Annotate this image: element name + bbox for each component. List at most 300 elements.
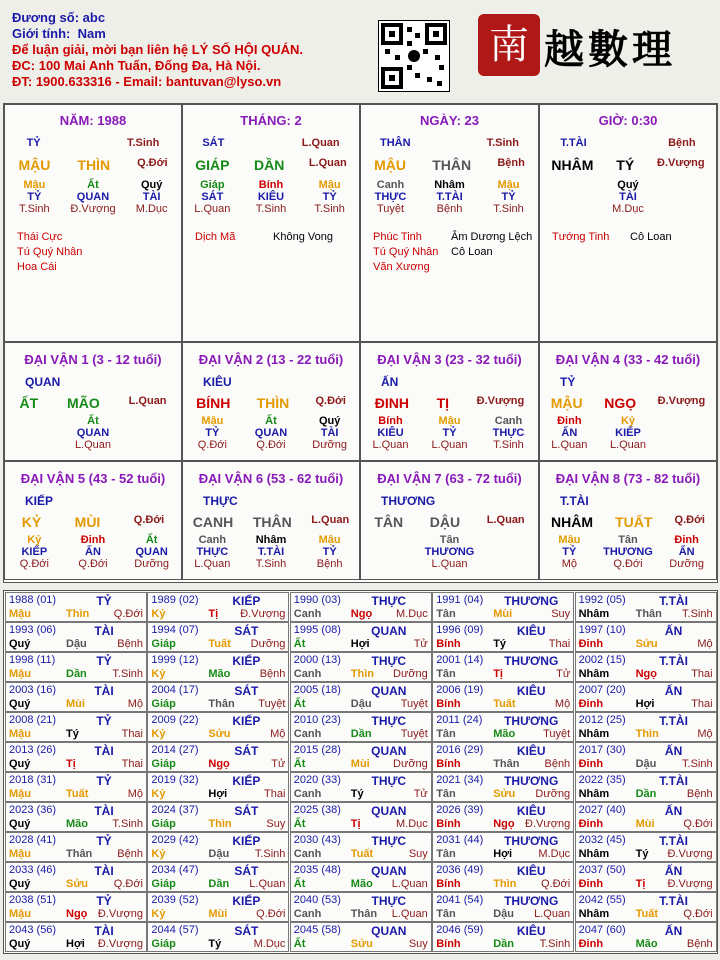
year-branch: Mùi bbox=[208, 908, 228, 920]
year-branch: Tý bbox=[208, 938, 222, 950]
contact-line: Để luận giải, mời bạn liên hệ LÝ SỐ HỘI QUÁN. bbox=[12, 42, 303, 57]
hidden-stem bbox=[9, 179, 59, 215]
year-god: THỰC bbox=[371, 714, 407, 728]
year-cell bbox=[147, 682, 289, 712]
year-branch: Dần bbox=[493, 938, 514, 950]
heavenly-stem: KỶ bbox=[21, 514, 42, 530]
year-god: KIÊU bbox=[516, 864, 546, 878]
year-cell bbox=[5, 622, 147, 652]
year-stem: Đinh bbox=[578, 938, 604, 950]
year-stage: Q.Đới bbox=[113, 608, 143, 620]
year-stem: Quý bbox=[9, 758, 31, 770]
pillar-3 bbox=[539, 104, 717, 342]
hidden-stem bbox=[484, 534, 534, 570]
hidden-stem-god: TÀI bbox=[619, 191, 637, 203]
year-label: 2005 (18) bbox=[293, 684, 341, 696]
hidden-stem bbox=[127, 534, 177, 570]
year-stem: Nhâm bbox=[578, 788, 610, 800]
heavenly-stem: CANH bbox=[192, 514, 234, 530]
year-label: 2021 (34) bbox=[436, 774, 484, 786]
can-stage: T.Sinh bbox=[126, 137, 160, 149]
year-god: T.TÀI bbox=[659, 834, 688, 848]
year-god: T.TÀI bbox=[659, 774, 688, 788]
year-cell bbox=[147, 742, 289, 772]
dai-van-god: QUAN bbox=[25, 375, 61, 389]
year-cell bbox=[5, 862, 147, 892]
year-branch: Sửu bbox=[66, 878, 89, 890]
year-stage: Bệnh bbox=[259, 668, 286, 680]
year-cell bbox=[575, 832, 717, 862]
hidden-stem bbox=[484, 415, 534, 451]
year-branch: Tý bbox=[493, 638, 507, 650]
year-cell bbox=[147, 802, 289, 832]
year-stem: Mậu bbox=[9, 608, 31, 620]
year-stage: Thai bbox=[548, 638, 571, 650]
year-stage: Đ.Vượng bbox=[97, 938, 143, 950]
dai-van-7 bbox=[360, 461, 539, 580]
star-left: Tú Quý Nhân bbox=[373, 246, 439, 258]
year-stem: Canh bbox=[293, 788, 322, 800]
hidden-stem-stage: Q.Đới bbox=[613, 558, 643, 570]
pillar-2 bbox=[360, 104, 539, 342]
year-cell bbox=[290, 712, 432, 742]
hidden-stem-name: Bính bbox=[378, 415, 403, 427]
duong-so-label: Đương số: bbox=[12, 10, 80, 25]
hidden-stem-god: TỶ bbox=[501, 191, 516, 203]
qr-code-icon bbox=[378, 20, 450, 92]
hidden-stem-name: Đinh bbox=[557, 415, 582, 427]
earthly-branch: DẬU bbox=[429, 514, 461, 530]
year-branch: Ngọ bbox=[493, 818, 515, 830]
hidden-stem-stage: L.Quan bbox=[551, 439, 588, 451]
year-branch: Tý bbox=[350, 788, 364, 800]
year-cell bbox=[575, 652, 717, 682]
pillar-main-row bbox=[361, 157, 538, 173]
year-stage: Bệnh bbox=[117, 848, 143, 860]
year-god: THỰC bbox=[371, 654, 407, 668]
year-branch: Mùi bbox=[66, 698, 85, 710]
year-stage: T.Sinh bbox=[682, 608, 713, 620]
year-label: 2025 (38) bbox=[293, 804, 341, 816]
year-label: 2015 (28) bbox=[293, 744, 341, 756]
year-stage: Mộ bbox=[127, 698, 143, 710]
year-stem: Đinh bbox=[578, 878, 604, 890]
year-cell bbox=[5, 922, 147, 952]
hidden-stem bbox=[305, 415, 355, 451]
year-stage: M.Dục bbox=[253, 938, 286, 950]
hidden-stem bbox=[544, 534, 594, 570]
year-god: T.TÀI bbox=[659, 894, 688, 908]
year-cell bbox=[147, 922, 289, 952]
year-branch: Ngọ bbox=[208, 758, 230, 770]
year-cell bbox=[432, 592, 574, 622]
year-cell bbox=[147, 652, 289, 682]
year-branch: Dậu bbox=[493, 908, 514, 920]
year-cell bbox=[432, 622, 574, 652]
year-stage: Suy bbox=[551, 608, 571, 620]
pillar-gods-row bbox=[540, 137, 716, 149]
year-stem: Canh bbox=[293, 908, 322, 920]
year-stem: Ất bbox=[293, 698, 306, 710]
year-stage: Mộ bbox=[697, 638, 713, 650]
year-label: 2016 (29) bbox=[436, 744, 484, 756]
hidden-stem-stage: Đ.Vượng bbox=[70, 203, 116, 215]
earthly-branch: THÌN bbox=[256, 395, 290, 411]
year-cell bbox=[575, 802, 717, 832]
year-cell bbox=[432, 832, 574, 862]
year-branch: Dậu bbox=[635, 758, 657, 770]
year-label: 1991 (04) bbox=[436, 594, 484, 606]
year-cell bbox=[290, 592, 432, 622]
year-god: T.TÀI bbox=[659, 654, 688, 668]
year-cell bbox=[290, 742, 432, 772]
year-stage: Thai bbox=[691, 668, 713, 680]
hidden-stem-god: THỰC bbox=[374, 191, 407, 203]
year-stage: Đ.Vượng bbox=[97, 908, 143, 920]
hidden-stem-name: Bính bbox=[258, 179, 284, 191]
year-stage: Mộ bbox=[127, 788, 143, 800]
year-branch: Mùi bbox=[493, 608, 513, 620]
phone-email-line: ĐT: 1900.633316 - Email: bantuvan@lyso.vn bbox=[12, 74, 282, 89]
year-stem: Giáp bbox=[151, 938, 176, 950]
year-god: THỰC bbox=[371, 894, 407, 908]
branch-stage: Bệnh bbox=[497, 157, 525, 169]
dai-van-hidden bbox=[361, 415, 538, 451]
year-cell bbox=[575, 682, 717, 712]
hidden-stem-name: Ất bbox=[145, 534, 158, 546]
year-god: THƯƠNG bbox=[504, 654, 559, 668]
year-label: 1997 (10) bbox=[578, 624, 626, 636]
hidden-stem-stage: T.Sinh bbox=[314, 203, 345, 215]
year-stem: Tân bbox=[436, 788, 456, 800]
year-label: 2044 (57) bbox=[151, 924, 199, 936]
hidden-stem bbox=[366, 534, 416, 570]
star-right: Âm Dương Lệch bbox=[451, 231, 533, 243]
hidden-stem-name: Kỷ bbox=[27, 534, 42, 546]
year-stage: Q.Đới bbox=[683, 818, 713, 830]
year-label: 2011 (24) bbox=[436, 714, 483, 726]
year-stem: Bính bbox=[436, 638, 461, 650]
logo-seal: 南 bbox=[478, 14, 540, 76]
hidden-stems-row bbox=[361, 179, 538, 215]
year-cell bbox=[575, 772, 717, 802]
can-stage: Bệnh bbox=[668, 137, 696, 149]
year-stage: Mộ bbox=[554, 698, 571, 710]
year-branch: Sửu bbox=[350, 938, 373, 950]
year-stem: Mậu bbox=[9, 908, 31, 920]
year-cell bbox=[575, 622, 717, 652]
hidden-stems-row bbox=[540, 179, 716, 215]
year-stage: Đ.Vượng bbox=[525, 818, 571, 830]
pillar-0 bbox=[4, 104, 182, 342]
branch-stage: Q.Đới bbox=[133, 514, 165, 526]
year-god: ẤN bbox=[664, 744, 683, 758]
year-god: KIẾP bbox=[232, 894, 261, 908]
year-label: 2010 (23) bbox=[293, 714, 341, 726]
year-stage: Tử bbox=[271, 758, 286, 770]
year-branch: Thìn bbox=[208, 818, 232, 830]
hidden-stem-stage: T.Sinh bbox=[19, 203, 50, 215]
year-stem: Quý bbox=[9, 818, 31, 830]
year-stage: Suy bbox=[408, 938, 428, 950]
year-stem: Ất bbox=[293, 758, 306, 770]
year-god: THƯƠNG bbox=[504, 594, 559, 608]
dai-van-hidden bbox=[183, 534, 359, 570]
dai-van-god: KIÊU bbox=[203, 375, 232, 389]
year-branch: Tý bbox=[66, 728, 79, 740]
hidden-stem bbox=[9, 415, 59, 451]
hidden-stem-name: Canh bbox=[494, 415, 523, 427]
year-stage: T.Sinh bbox=[112, 668, 143, 680]
hidden-stem-name: Canh bbox=[376, 179, 405, 191]
year-god: KIẾP bbox=[232, 594, 261, 608]
year-cell bbox=[290, 922, 432, 952]
year-stage: Thai bbox=[121, 728, 143, 740]
year-cell bbox=[432, 772, 574, 802]
can-god: SÁT bbox=[202, 137, 225, 149]
hidden-stems-row bbox=[183, 179, 359, 215]
year-branch: Tị bbox=[493, 668, 503, 680]
address-line: ĐC: 100 Mai Anh Tuấn, Đống Đa, Hà Nội. bbox=[12, 58, 261, 73]
hidden-stem-stage: Q.Đới bbox=[197, 439, 227, 451]
hidden-stem-stage: Q.Đới bbox=[256, 439, 286, 451]
hidden-stem-god: THƯƠNG bbox=[603, 546, 653, 558]
hidden-stem bbox=[662, 534, 712, 570]
year-branch: Hợi bbox=[208, 788, 228, 800]
year-branch: Thìn bbox=[350, 668, 375, 680]
year-cell bbox=[575, 892, 717, 922]
star-left: Tướng Tinh bbox=[552, 231, 610, 243]
year-cell bbox=[290, 892, 432, 922]
year-stem: Giáp bbox=[151, 878, 176, 890]
year-god: TỶ bbox=[96, 774, 112, 788]
hidden-stem bbox=[187, 179, 237, 215]
year-stage: Q.Đới bbox=[256, 908, 286, 920]
year-label: 1996 (09) bbox=[436, 624, 484, 636]
year-label: 1998 (11) bbox=[9, 654, 56, 666]
year-stem: Bính bbox=[436, 698, 461, 710]
star-left: Phúc Tinh bbox=[373, 231, 422, 243]
year-cell bbox=[575, 592, 717, 622]
year-stage: Bệnh bbox=[544, 758, 571, 770]
year-stem: Tân bbox=[436, 668, 456, 680]
hidden-stem-god: KIÊU bbox=[257, 191, 285, 203]
earthly-branch: TÝ bbox=[616, 157, 635, 173]
hidden-stem bbox=[603, 534, 653, 570]
year-god: TỶ bbox=[96, 714, 112, 728]
pillar-main-row bbox=[5, 157, 181, 173]
branch-stage: L.Quan bbox=[128, 395, 167, 407]
hidden-stem bbox=[603, 415, 653, 451]
year-branch: Tuất bbox=[350, 848, 374, 860]
year-god: KIÊU bbox=[516, 924, 546, 938]
can-god: T.TÀI bbox=[560, 137, 587, 149]
year-branch: Tuất bbox=[66, 788, 89, 800]
year-stage: Tuyệt bbox=[258, 698, 286, 710]
year-stage: T.Sinh bbox=[112, 818, 143, 830]
dai-van-6 bbox=[182, 461, 360, 580]
year-god: QUAN bbox=[371, 864, 407, 878]
hidden-stem-name: Mậu bbox=[497, 179, 520, 191]
year-god: ẤN bbox=[664, 624, 683, 638]
hidden-stem-stage: Tuyệt bbox=[376, 203, 405, 215]
year-branch: Mùi bbox=[635, 818, 655, 830]
year-stem: Mậu bbox=[9, 728, 31, 740]
year-god: KIÊU bbox=[516, 804, 546, 818]
year-label: 2008 (21) bbox=[9, 714, 57, 726]
dai-van-title: ĐẠI VẬN 8 (73 - 82 tuổi) bbox=[555, 471, 701, 486]
year-label: 2019 (32) bbox=[151, 774, 199, 786]
earthly-branch: NGỌ bbox=[604, 395, 637, 411]
dai-van-1 bbox=[4, 342, 182, 461]
year-god: TÀI bbox=[94, 804, 114, 818]
year-god: TỶ bbox=[96, 594, 112, 608]
hidden-stem bbox=[305, 179, 355, 215]
year-god: T.TÀI bbox=[659, 714, 688, 728]
hidden-stem-name: Mậu bbox=[201, 415, 224, 427]
hidden-stem-god: QUAN bbox=[76, 191, 110, 203]
hidden-stem-god: QUAN bbox=[254, 427, 288, 439]
branch-stage: Q.Đới bbox=[315, 395, 346, 407]
year-god: ẤN bbox=[664, 924, 683, 938]
year-stage: Bệnh bbox=[686, 938, 713, 950]
pillar-title: NGÀY: 23 bbox=[420, 113, 479, 128]
year-stem: Mậu bbox=[9, 788, 31, 800]
year-label: 1994 (07) bbox=[151, 624, 199, 636]
year-god: THỰC bbox=[371, 834, 407, 848]
year-cell bbox=[290, 832, 432, 862]
year-god: T.TÀI bbox=[659, 594, 688, 608]
year-stem: Ất bbox=[293, 878, 306, 890]
dai-van-hidden bbox=[183, 415, 359, 451]
hidden-stem bbox=[484, 179, 534, 215]
hidden-stem-god: TÀI bbox=[142, 191, 161, 203]
hidden-stem-stage: M.Dục bbox=[612, 203, 644, 215]
year-label: 2030 (43) bbox=[293, 834, 341, 846]
year-label: 2012 (25) bbox=[578, 714, 626, 726]
year-cell bbox=[5, 802, 147, 832]
year-stage: Suy bbox=[408, 848, 428, 860]
year-god: KIÊU bbox=[516, 684, 546, 698]
year-stage: L.Quan bbox=[249, 878, 286, 890]
hidden-stem bbox=[425, 179, 475, 215]
year-label: 2000 (13) bbox=[293, 654, 341, 666]
year-stage: Dưỡng bbox=[393, 758, 428, 770]
year-cell bbox=[147, 832, 289, 862]
hidden-stem-god: KIÊU bbox=[377, 427, 404, 439]
year-branch: Dậu bbox=[66, 638, 87, 650]
hidden-stem-god: TÀI bbox=[320, 427, 339, 439]
hidden-stem-name: Nhâm bbox=[255, 534, 287, 546]
year-stage: Tuyệt bbox=[400, 728, 428, 740]
year-label: 2002 (15) bbox=[578, 654, 626, 666]
year-label: 2047 (60) bbox=[578, 924, 626, 936]
hidden-stem-god: TỶ bbox=[562, 546, 577, 558]
branch-stage: Q.Đới bbox=[674, 514, 705, 526]
year-branch: Tị bbox=[208, 608, 219, 620]
year-god: KIẾP bbox=[232, 654, 261, 668]
year-god: KIẾP bbox=[232, 774, 261, 788]
hidden-stem-name: Kỷ bbox=[620, 415, 636, 427]
year-branch: Thân bbox=[493, 758, 520, 770]
year-stem: Canh bbox=[293, 848, 322, 860]
earthly-branch: MÃO bbox=[67, 395, 100, 411]
earthly-branch: THÂN bbox=[252, 514, 292, 530]
hidden-stem bbox=[127, 179, 177, 215]
year-stage: M.Dục bbox=[538, 848, 571, 860]
year-label: 2038 (51) bbox=[9, 894, 57, 906]
year-label: 2042 (55) bbox=[578, 894, 626, 906]
year-stem: Bính bbox=[436, 818, 461, 830]
dai-van-title: ĐẠI VẬN 7 (63 - 72 tuổi) bbox=[377, 471, 522, 486]
year-branch: Mão bbox=[493, 728, 516, 740]
hidden-stem-name: Mậu bbox=[558, 534, 581, 546]
year-god: SÁT bbox=[234, 684, 259, 698]
branch-stage: L.Quan bbox=[308, 157, 347, 169]
year-cell bbox=[5, 742, 147, 772]
pillar-main-row bbox=[540, 157, 716, 173]
hidden-stem-stage: Dưỡng bbox=[669, 558, 705, 570]
year-label: 1992 (05) bbox=[578, 594, 626, 606]
year-god: KIÊU bbox=[516, 624, 546, 638]
year-cell bbox=[147, 862, 289, 892]
year-label: 2027 (40) bbox=[578, 804, 626, 816]
year-label: 2009 (22) bbox=[151, 714, 199, 726]
year-cell bbox=[147, 592, 289, 622]
year-cell bbox=[5, 682, 147, 712]
dai-van-god: THƯƠNG bbox=[381, 494, 436, 508]
year-stem: Bính bbox=[436, 758, 461, 770]
pillar-main-row bbox=[183, 157, 359, 173]
hidden-stem-stage: L.Quan bbox=[194, 558, 231, 570]
year-stem: Kỷ bbox=[151, 728, 166, 740]
dai-van-main bbox=[361, 514, 538, 530]
dai-van-hidden bbox=[540, 534, 716, 570]
year-god: TỶ bbox=[96, 654, 112, 668]
year-label: 2040 (53) bbox=[293, 894, 341, 906]
year-stem: Ất bbox=[293, 638, 306, 650]
year-cell bbox=[432, 682, 574, 712]
year-stem: Giáp bbox=[151, 638, 176, 650]
gioi-tinh-value: Nam bbox=[77, 26, 106, 41]
pillar-gods-row bbox=[361, 137, 538, 149]
dai-van-5 bbox=[4, 461, 182, 580]
heavenly-stem: MẬU bbox=[374, 157, 406, 173]
year-cell bbox=[147, 622, 289, 652]
year-label: 2026 (39) bbox=[436, 804, 484, 816]
year-branch: Thìn bbox=[635, 728, 659, 740]
header-info bbox=[12, 10, 372, 90]
year-branch: Sửu bbox=[635, 638, 658, 650]
year-branch: Dần bbox=[66, 668, 87, 680]
dai-van-god: THỰC bbox=[203, 494, 238, 508]
year-label: 2001 (14) bbox=[436, 654, 484, 666]
dai-van-title: ĐẠI VẬN 1 (3 - 12 tuổi) bbox=[24, 352, 162, 367]
heavenly-stem: ĐINH bbox=[374, 395, 410, 411]
year-label: 2023 (36) bbox=[9, 804, 57, 816]
hidden-stem-name: Ất bbox=[87, 179, 99, 191]
hidden-stem-god: ẤN bbox=[85, 546, 101, 558]
hidden-stem bbox=[127, 415, 177, 451]
can-stage: L.Quan bbox=[301, 137, 340, 149]
year-stage: Mộ bbox=[697, 728, 713, 740]
heavenly-stem: BÍNH bbox=[196, 395, 231, 411]
hidden-stem bbox=[603, 179, 653, 215]
hidden-stem-name: Tân bbox=[618, 534, 638, 546]
year-god: QUAN bbox=[371, 924, 407, 938]
year-cell bbox=[432, 712, 574, 742]
can-god: THÂN bbox=[380, 137, 411, 149]
